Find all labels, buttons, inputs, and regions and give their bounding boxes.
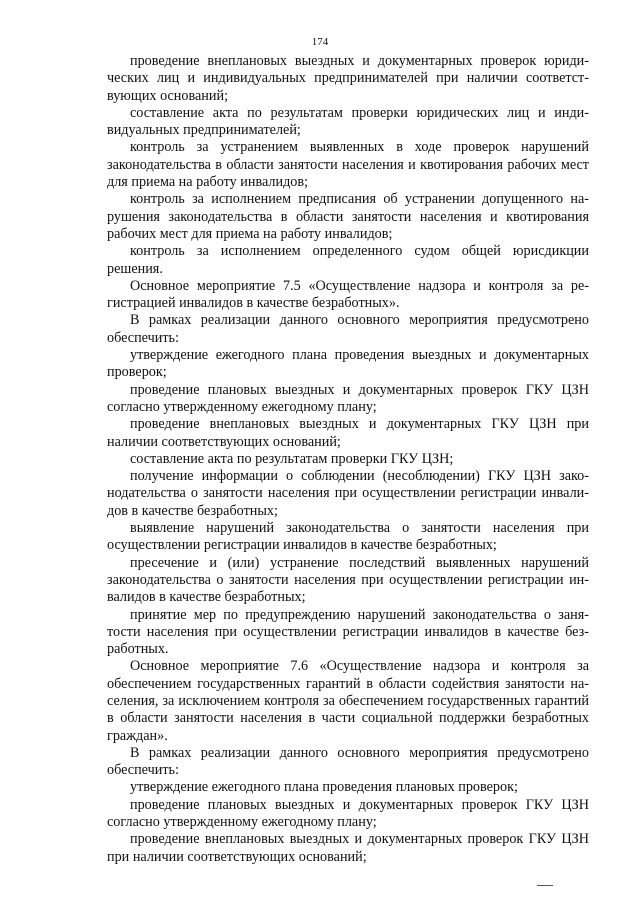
paragraph: проведение внеплановых выездных и документарных проверок юридических лиц и индивидуальных предпринимателей при наличии соответствующих оснований; — [107, 53, 589, 104]
paragraph: составление акта по результатам проверки ГКУ ЦЗН; — [130, 450, 454, 467]
document-body — [107, 53, 589, 866]
paragraph: принятие мер по предупреждению нарушений законодательства о занятости населения при осуществлении регистрации инвалидов в качестве безработных. — [107, 606, 589, 658]
page-number: 174 — [311, 36, 329, 48]
paragraph: составление акта по результатам проверки юридических лиц и индивидуальных предпринимателей; — [107, 104, 589, 139]
paragraph: проведение внеплановых выездных и документарных проверок ГКУ ЦЗН при наличии соответствующих оснований; — [107, 831, 589, 865]
section-heading-paragraph: Основное мероприятие 7.6 «Осуществление надзора и контроля за обеспечением государственных гарантий в области содействия занятости населения, за исключением контроля за обеспечением государственных гарантий в области занятости населения в части социальной поддержки безработных граждан». — [107, 658, 589, 744]
paragraph: В рамках реализации данного основного мероприятия предусмотрено обеспечить: — [107, 744, 589, 779]
paragraph: утверждение ежегодного плана проведения выездных и документарных проверок; — [107, 347, 589, 381]
paragraph: проведение плановых выездных и документарных проверок ГКУ ЦЗН согласно утвержденному ежегодному плану; — [107, 796, 589, 831]
paragraph: проведение плановых выездных и документарных проверок ГКУ ЦЗН согласно утвержденному ежегодному плану; — [107, 381, 589, 415]
scan-artifact — [537, 885, 553, 886]
section-heading-paragraph: Основное мероприятие 7.5 «Осуществление надзора и контроля за регистрацией инвалидов в качестве безработных». — [107, 277, 589, 312]
paragraph: В рамках реализации данного основного мероприятия предусмотрено обеспечить: — [107, 312, 589, 346]
paragraph: пресечение и (или) устранение последствий выявленных нарушений законодательства о занятости населения при осуществлении регистрации инвалидов в качестве безработных; — [107, 554, 589, 606]
paragraph: проведение внеплановых выездных и документарных ГКУ ЦЗН при наличии соответствующих оснований; — [107, 416, 589, 450]
paragraph: получение информации о соблюдении (несоблюдении) ГКУ ЦЗН законодательства о занятости населения при осуществлении регистрации инвалидов в качестве безработных; — [107, 468, 589, 519]
paragraph: контроль за исполнением определенного судом общей юрисдикции решения. — [107, 243, 589, 277]
paragraph: утверждение ежегодного плана проведения плановых проверок; — [130, 779, 518, 796]
paragraph: контроль за исполнением предписания об устранении допущенного нарушения законодательства в области занятости населения и квотирования рабочих мест для приема на работу инвалидов; — [107, 191, 589, 242]
paragraph: выявление нарушений законодательства о занятости населения при осуществлении регистрации инвалидов в качестве безработных; — [107, 520, 589, 554]
paragraph: контроль за устранением выявленных в ходе проверок нарушений законодательства в области занятости населения и квотирования рабочих мест для приема на работу инвалидов; — [107, 139, 589, 191]
